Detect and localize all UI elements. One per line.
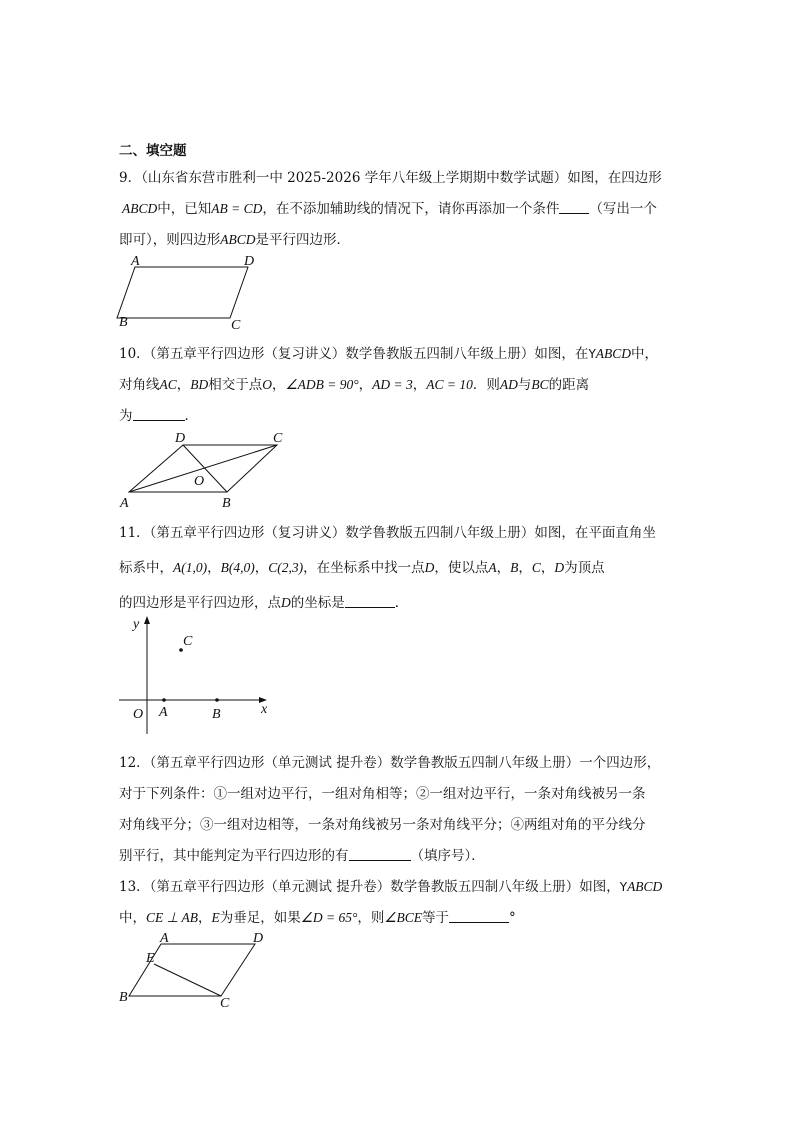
q9-label-a: A [131,254,140,269]
q13-label-b: B [119,990,128,1005]
q13-answer-blank[interactable] [449,910,509,923]
q9-label-b: B [119,315,128,330]
q9-answer-blank[interactable] [559,201,589,214]
q12-answer-blank[interactable] [349,848,411,861]
q11-line-3: 的四边形是平行四边形，点D的坐标是 ． [119,595,409,611]
q10-line-1: 10．（第五章平行四边形（复习讲义）数学鲁教版五四制八年级上册）如图，在YABCD中， [119,346,659,362]
q11-line-2: 标系中，A(1,0)，B(4,0)，C(2,3)，在坐标系中找一点D，使以点A，B，C，D为顶点 [119,560,605,576]
q13-label-d: D [253,931,264,946]
q11-label-o: O [133,707,144,722]
q10-label-c: C [273,431,283,446]
q12-line-2: 对于下列条件：①一组对边平行，一组对角相等；②一组对边平行，一条对角线被另一条 [119,786,646,802]
q13-line-1: 13．（第五章平行四边形（单元测试 提升卷）数学鲁教版五四制八年级上册）如图，YABCD [119,879,663,895]
q10-answer-blank[interactable] [133,408,185,421]
q11-label-y: y [133,617,140,632]
q11-point-a [162,698,166,702]
q11-coordinate-figure [115,612,285,742]
q11-point-b [215,698,219,702]
q9-label-d: D [244,254,255,269]
q11-label-b: B [212,707,221,722]
q11-label-c: C [183,634,193,649]
section-title: 二、填空题 [119,143,187,159]
q9-line-1: 9．（山东省东营市胜利一中 2025-2026 学年八年级上学期期中数学试题）如图，在四边形 [119,170,662,186]
q9-parallelogram-figure [115,252,265,332]
q10-label-a: A [120,496,129,511]
q9-line-2: ABCD中，已知AB = CD，在不添加辅助线的情况下，请你再添加一个条件 （写出一个 [122,201,657,217]
q9-label-c: C [231,318,241,333]
q13-parallelogram-figure [115,928,285,1012]
q12-line-1: 12．（第五章平行四边形（单元测试 提升卷）数学鲁教版五四制八年级上册）一个四边形， [119,755,661,771]
q13-line-2: 中，CE ⊥ AB，E为垂足，如果∠D = 65°，则∠BCE等于 ° [119,910,516,926]
q12-line-4: 别平行，其中能判定为平行四边形的有 （填序号）． [119,848,485,864]
q10-label-b: B [222,496,231,511]
q10-line-2: 对角线AC，BD相交于点O，∠ADB = 90°，AD = 3，AC = 10．则AD与BC的距离 [119,377,590,393]
q13-label-a: A [160,931,169,946]
q11-line-1: 11．（第五章平行四边形（复习讲义）数学鲁教版五四制八年级上册）如图，在平面直角坐 [119,525,656,541]
q11-label-a: A [159,705,168,720]
q10-line-3: 为 ． [119,408,198,424]
q9-line-3: 即可），则四边形ABCD是平行四边形． [119,232,350,248]
q12-line-3: 对角线平分；③一组对边相等，一条对角线被另一条对角线平分；④两组对角的平分线分 [119,817,646,833]
q11-label-x: x [261,702,268,717]
q10-parallelogram-figure [115,428,295,514]
q10-label-d: D [175,431,186,446]
q13-label-c: C [220,996,230,1011]
q10-label-o: O [194,474,205,489]
q13-label-e: E [146,951,155,966]
q11-answer-blank[interactable] [345,595,395,608]
